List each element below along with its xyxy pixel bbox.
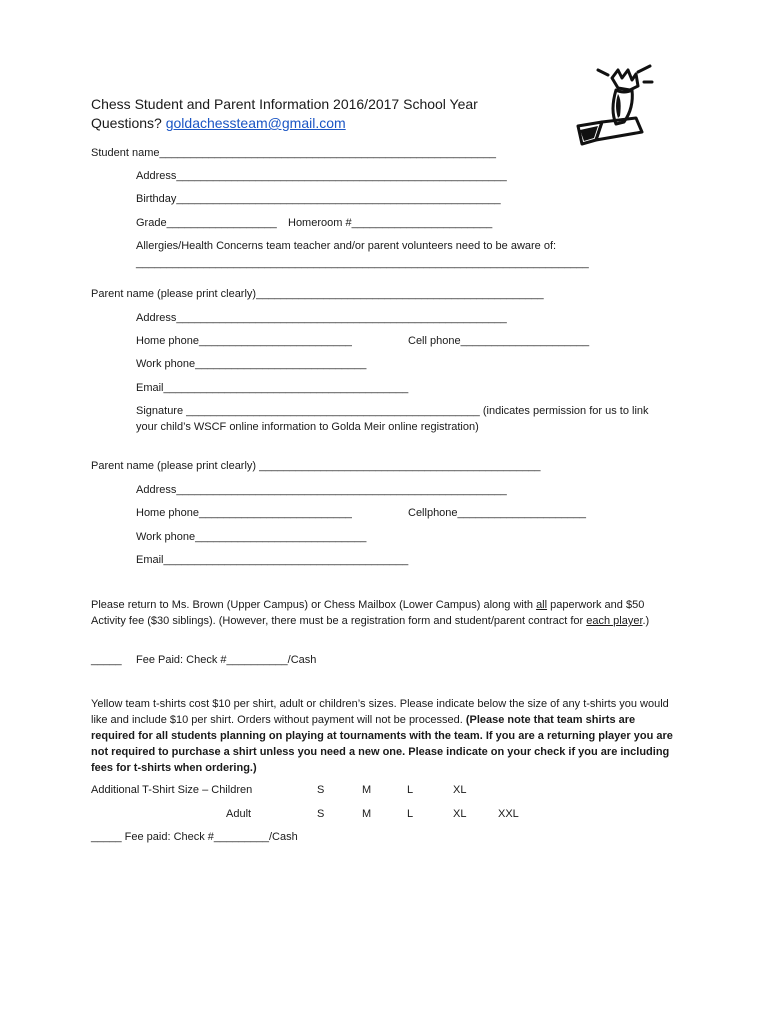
tshirt-adult-size-m[interactable]: M bbox=[362, 808, 372, 820]
form-header bbox=[91, 95, 478, 133]
tshirt-children-label: Additional T-Shirt Size – Children bbox=[91, 784, 253, 796]
tshirt-adult-size-l[interactable]: L bbox=[407, 808, 414, 820]
parent2-address-field[interactable]: Address______________________________________________________ bbox=[136, 484, 507, 496]
tshirt-instructions: Yellow team t-shirts cost $10 per shirt, adult or children’s sizes. Please indicate below the size of any t-shirts you would like and include $10 per shirt. Orders without payment will not be processed. (Please note that team shirts are required for all students planning on playing at tournaments with the team. If you are a returning player you are not required to purchase a shirt unless you need a new one. Please indicate on your check if you are including fees for t-shirts when ordering.) bbox=[91, 698, 673, 774]
parent2-email-field[interactable]: Email________________________________________ bbox=[136, 554, 409, 566]
parent1-signature-field[interactable]: Signature ________________________________________________ (indicates permission for us to link bbox=[136, 405, 649, 417]
tshirt-children-size-xl[interactable]: XL bbox=[453, 784, 467, 796]
parent1-name-field[interactable]: Parent name (please print clearly)_______________________________________________ bbox=[91, 288, 544, 300]
parent2-home-phone-field[interactable]: Home phone_________________________ bbox=[136, 507, 352, 519]
allergies-field[interactable]: __________________________________________________________________________ bbox=[136, 257, 589, 269]
student-name-field[interactable]: Student name_______________________________________________________ bbox=[91, 147, 496, 159]
tshirt-fee-paid-field[interactable]: _____ Fee paid: Check #_________/Cash bbox=[91, 831, 298, 843]
return-instructions: Please return to Ms. Brown (Upper Campus) or Chess Mailbox (Lower Campus) along with all paperwork and $50 Activity fee ($30 siblings). (However, there must be a registration form and student/parent contract for each player.) bbox=[91, 599, 650, 627]
signature-note: your child’s WSCF online information to Golda Meir online registration) bbox=[136, 421, 479, 433]
chess-piece-icon bbox=[566, 60, 666, 150]
student-homeroom-field[interactable]: Homeroom #_______________________ bbox=[288, 217, 493, 229]
tshirt-children-size-s[interactable]: S bbox=[317, 784, 325, 796]
parent1-home-phone-field[interactable]: Home phone_________________________ bbox=[136, 335, 352, 347]
questions-line bbox=[91, 114, 478, 133]
student-grade-field[interactable]: Grade__________________ bbox=[136, 217, 277, 229]
parent2-name-field[interactable]: Parent name (please print clearly) ______________________________________________ bbox=[91, 460, 541, 472]
tshirt-adult-size-xl[interactable]: XL bbox=[453, 808, 467, 820]
activity-fee-checkbox-blank[interactable]: _____ bbox=[91, 654, 122, 666]
tshirt-adult-size-xxl[interactable]: XXL bbox=[498, 808, 519, 820]
parent2-work-phone-field[interactable]: Work phone____________________________ bbox=[136, 531, 367, 543]
parent1-work-phone-field[interactable]: Work phone____________________________ bbox=[136, 358, 367, 370]
tshirt-adult-label: Adult bbox=[226, 808, 252, 820]
student-birthday-field[interactable]: Birthday_____________________________________________________ bbox=[136, 193, 501, 205]
allergies-label: Allergies/Health Concerns team teacher and/or parent volunteers need to be aware of: bbox=[136, 240, 557, 252]
tshirt-adult-size-s[interactable]: S bbox=[317, 808, 325, 820]
parent2-cell-phone-field[interactable]: Cellphone_____________________ bbox=[408, 507, 587, 519]
student-address-field[interactable]: Address______________________________________________________ bbox=[136, 170, 507, 182]
tshirt-children-size-m[interactable]: M bbox=[362, 784, 372, 796]
questions-label: Questions? bbox=[91, 115, 162, 131]
parent1-email-field[interactable]: Email________________________________________ bbox=[136, 382, 409, 394]
contact-email-link[interactable]: goldachessteam@gmail.com bbox=[165, 115, 346, 131]
tshirt-children-size-l[interactable]: L bbox=[407, 784, 414, 796]
form-title: Chess Student and Parent Information 2016/2017 School Year bbox=[91, 96, 478, 112]
parent1-cell-phone-field[interactable]: Cell phone_____________________ bbox=[408, 335, 590, 347]
activity-fee-paid-field[interactable]: Fee Paid: Check #__________/Cash bbox=[136, 654, 317, 666]
parent1-address-field[interactable]: Address______________________________________________________ bbox=[136, 312, 507, 324]
